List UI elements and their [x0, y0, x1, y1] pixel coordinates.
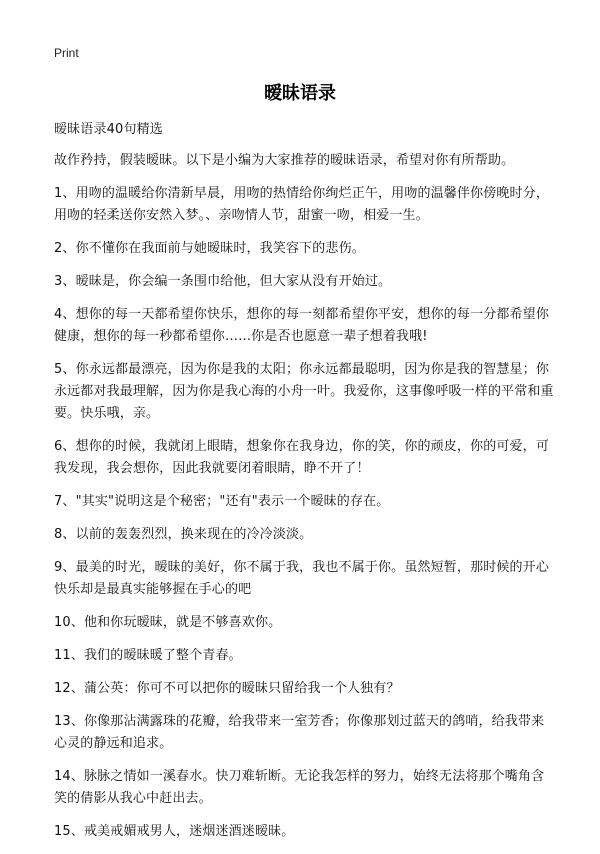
page-title: 暧昧语录 — [264, 83, 336, 104]
quote-7: 7、"其实"说明这是个秘密；"还有"表示一个暧昧的存在。 — [54, 494, 390, 509]
article-body — [54, 119, 554, 854]
print-link[interactable]: Print — [54, 46, 79, 60]
quote-3: 3、暧昧是，你会编一条围巾给他，但大家从没有开始过。 — [54, 274, 392, 289]
quote-14: 14、脉脉之情如一溪春水。快刀难斩断。无论我怎样的努力，始终无法将那个嘴角含笑的倩影从我心中赶出去。 — [54, 769, 545, 806]
intro-paragraph: 故作矜持，假装暧昧。以下是小编为大家推荐的暧昧语录，希望对你有所帮助。 — [54, 153, 515, 168]
quote-13: 13、你像那沾满露珠的花瓣，给我带来一室芳香；你像那划过蓝天的鸽哨，给我带来心灵的静远和追求。 — [54, 714, 545, 751]
quote-1: 1、用吻的温暖给你清新早晨，用吻的热情给你绚烂正午，用吻的温馨伴你傍晚时分，用吻的轻柔送你安然入梦。、亲吻情人节，甜蜜一吻，相爱一生。 — [54, 186, 549, 223]
quote-9: 9、最美的时光，暧昧的美好，你不属于我，我也不属于你。虽然短暂，那时候的开心快乐却是最真实能够握在手心的吧 — [54, 560, 549, 597]
quote-8: 8、以前的轰轰烈烈，换来现在的冷冷淡淡。 — [54, 527, 313, 542]
quote-2: 2、你不懂你在我面前与她暧昧时，我笑容下的悲伤。 — [54, 241, 365, 256]
quote-11: 11、我们的暧昧暖了整个青春。 — [54, 648, 242, 663]
quote-5: 5、你永远都最漂亮，因为你是我的太阳；你永远都最聪明，因为你是我的智慧星；你永远都对我最理解，因为你是我心海的小舟一叶。我爱你，这事像呼吸一样的平常和重要。快乐哦，亲。 — [54, 362, 554, 421]
quote-10: 10、他和你玩暧昧，就是不够喜欢你。 — [54, 615, 282, 630]
subtitle: 暧昧语录40句精选 — [54, 122, 163, 137]
quote-12: 12、蒲公英：你可不可以把你的暧昧只留给我一个人独有？ — [54, 681, 400, 696]
quote-4: 4、想你的每一天都希望你快乐，想你的每一刻都希望你平安，想你的每一分都希望你健康，想你的每一秒都希望你……你是否也愿意一辈子想着我哦! — [54, 307, 549, 344]
quote-15: 15、戒美戒媚戒男人，迷烟迷酒迷暧昧。 — [54, 824, 295, 839]
quote-6: 6、想你的时候，我就闭上眼睛，想象你在我身边，你的笑，你的顽皮，你的可爱，可我发现，我会想你，因此我就要闭着眼睛，睁不开了！ — [54, 439, 549, 476]
